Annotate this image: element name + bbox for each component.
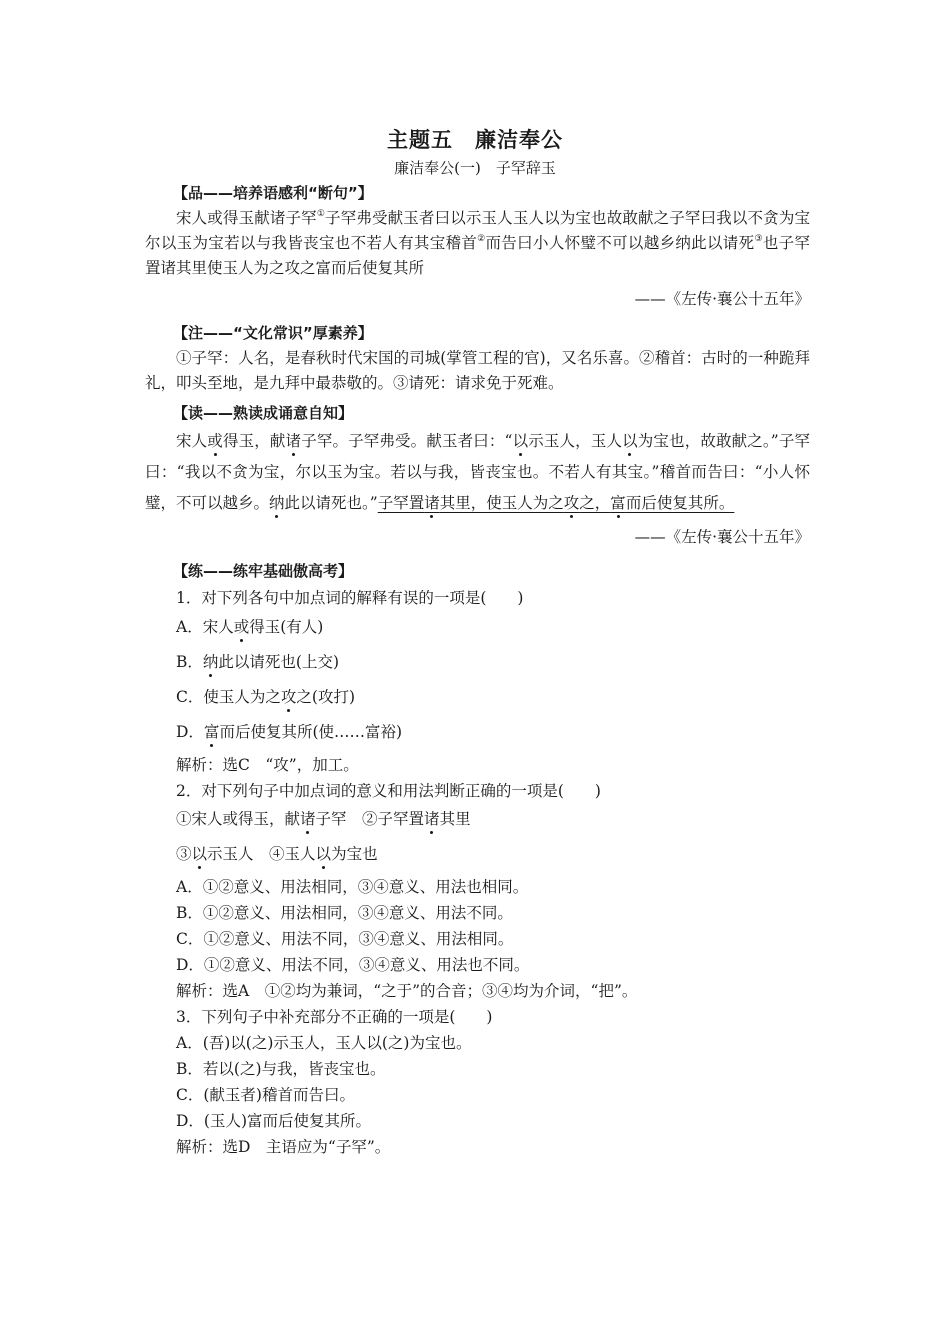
passage-text: 子罕置 (377, 494, 425, 512)
option-text: 得玉(有人) (249, 618, 324, 636)
passage-text: 其里，使玉人为之 (439, 494, 564, 512)
lesson-subtitle: 廉洁奉公(一) 子罕辞玉 (394, 159, 556, 177)
source-citation: ——《左传·襄公十五年》 (634, 290, 810, 308)
section-heading-du: 【读——熟读成诵意自知】 (173, 404, 354, 422)
option-text: ③ (176, 845, 192, 863)
option-text: 之(攻打) (296, 688, 355, 706)
source-citation: ——《左传·襄公十五年》 (634, 528, 810, 546)
unpunctuated-passage (145, 206, 810, 281)
dotted-word: 富 (203, 723, 220, 741)
passage-text: 得玉，献 (222, 432, 286, 450)
passage-text: 此以请死也。” (284, 494, 378, 512)
option-text: 此以请死也(上交) (218, 653, 340, 671)
option-text: 示玉人 ④玉人 (207, 845, 316, 863)
passage-text: 宋人 (176, 432, 208, 450)
dotted-word: 攻 (280, 688, 297, 706)
question-3-option-c: C．(献玉者)稽首而告曰。 (176, 1086, 355, 1104)
note-ref-1: ① (316, 209, 326, 219)
dotted-word: 诸 (285, 432, 302, 450)
passage-text: 示玉人，玉人 (528, 432, 623, 450)
question-2-sentences-1-2 (176, 804, 810, 839)
question-2-stem: 2．对下列句子中加点词的意义和用法判断正确的一项是( ) (176, 782, 601, 800)
question-3-stem: 3．下列句子中补充部分不正确的一项是( ) (176, 1008, 493, 1026)
passage-text: 宋人或得玉献诸子罕 (176, 209, 317, 227)
question-3-option-b: B．若以(之)与我，皆丧宝也。 (176, 1060, 386, 1078)
page-title: 主题五 廉洁奉公 (387, 128, 563, 152)
note-ref-3: ③ (754, 234, 763, 244)
dotted-word: 诸 (300, 810, 316, 828)
dotted-word: 或 (233, 618, 250, 636)
passage-text: 也子罕置诸其里使玉人为之攻之富而后使复其所 (145, 234, 810, 277)
passage-text: 之， (579, 494, 611, 512)
option-text: 为宝也 (331, 845, 378, 863)
passage-text: 为宝也，故敢献之。”子罕曰：“我以不贪为宝，尔以玉为宝。若以与我，皆丧宝也。不若人有其宝。”稽首而告曰：“小人怀璧，不可以越乡。 (145, 432, 810, 512)
passage-text: 子罕弗受献玉者曰以示玉人玉人以为宝也故敢献之子罕曰我以不贪为宝尔以玉为宝若以与我皆丧宝也不若人有其宝稽首 (145, 209, 810, 252)
dotted-word: 以 (622, 432, 638, 450)
option-text: B． (176, 653, 203, 671)
question-1-option-a (176, 612, 810, 647)
question-3-answer: 解析：选D 主语应为“子罕”。 (176, 1138, 391, 1156)
passage-text: 子罕。子罕弗受。献玉者曰：“ (301, 432, 513, 450)
passage-text: 而后使复其所。 (625, 494, 735, 512)
section-heading-zhu: 【注——“文化常识”厚素养】 (173, 324, 373, 342)
question-3-option-a: A．(吾)以(之)示玉人，玉人以(之)为宝也。 (176, 1034, 472, 1052)
question-2-option-d: D．①②意义、用法不同，③④意义、用法也不同。 (176, 956, 530, 974)
note-ref-2: ② (477, 234, 486, 244)
option-text: 其里 (439, 810, 471, 828)
dotted-word: 或 (207, 432, 223, 450)
option-text: C．使玉人为之 (176, 688, 281, 706)
dotted-word: 富 (610, 494, 626, 512)
question-1-answer: 解析：选C “攻”，加工。 (176, 756, 359, 774)
option-text: A．宋人 (176, 618, 234, 636)
punctuated-passage (145, 426, 810, 519)
question-1-option-c (176, 682, 810, 717)
main-content (145, 180, 810, 1160)
section-heading-lian: 【练——练牢基础傲高考】 (173, 562, 354, 580)
question-1-option-b (176, 647, 810, 682)
dotted-word: 以 (512, 432, 529, 450)
dotted-word: 诸 (424, 810, 440, 828)
passage-text: 而告曰小人怀璧不可以越乡纳此以请死 (485, 234, 755, 252)
dotted-word: 以 (191, 845, 208, 863)
question-1-stem: 1．对下列各句中加点词的解释有误的一项是( ) (176, 589, 524, 607)
question-2-option-a: A．①②意义、用法相同，③④意义、用法也相同。 (176, 878, 529, 896)
dotted-word: 纳 (202, 653, 219, 671)
option-text: 子罕 ②子罕置 (315, 810, 425, 828)
dotted-word: 以 (315, 845, 332, 863)
dotted-word: 攻 (563, 494, 580, 512)
question-2-answer: 解析：选A ①②均为兼词，“之于”的合音；③④均为介词，“把”。 (176, 982, 638, 1000)
section-heading-pin: 【品——培养语感利“断句”】 (173, 184, 373, 202)
underlined-sentence (378, 494, 735, 512)
option-text: D． (176, 723, 204, 741)
question-2-sentences-3-4 (176, 839, 810, 874)
dotted-word: 纳 (269, 494, 285, 512)
dotted-word: 诸 (424, 494, 440, 512)
option-text: ①宋人或得玉，献 (176, 810, 301, 828)
question-3-option-d: D．(玉人)富而后使复其所。 (176, 1112, 372, 1130)
question-2-option-c: C．①②意义、用法不同，③④意义、用法相同。 (176, 930, 514, 948)
option-text: 而后使复其所(使……富裕) (219, 723, 403, 741)
question-1-option-d (176, 717, 810, 752)
question-2-option-b: B．①②意义、用法相同，③④意义、用法不同。 (176, 904, 513, 922)
annotations-text: ①子罕：人名，是春秋时代宋国的司城(掌管工程的官)，又名乐喜。②稽首：古时的一种跪拜礼，叩头至地，是九拜中最恭敬的。③请死：请求免于死难。 (145, 349, 810, 392)
